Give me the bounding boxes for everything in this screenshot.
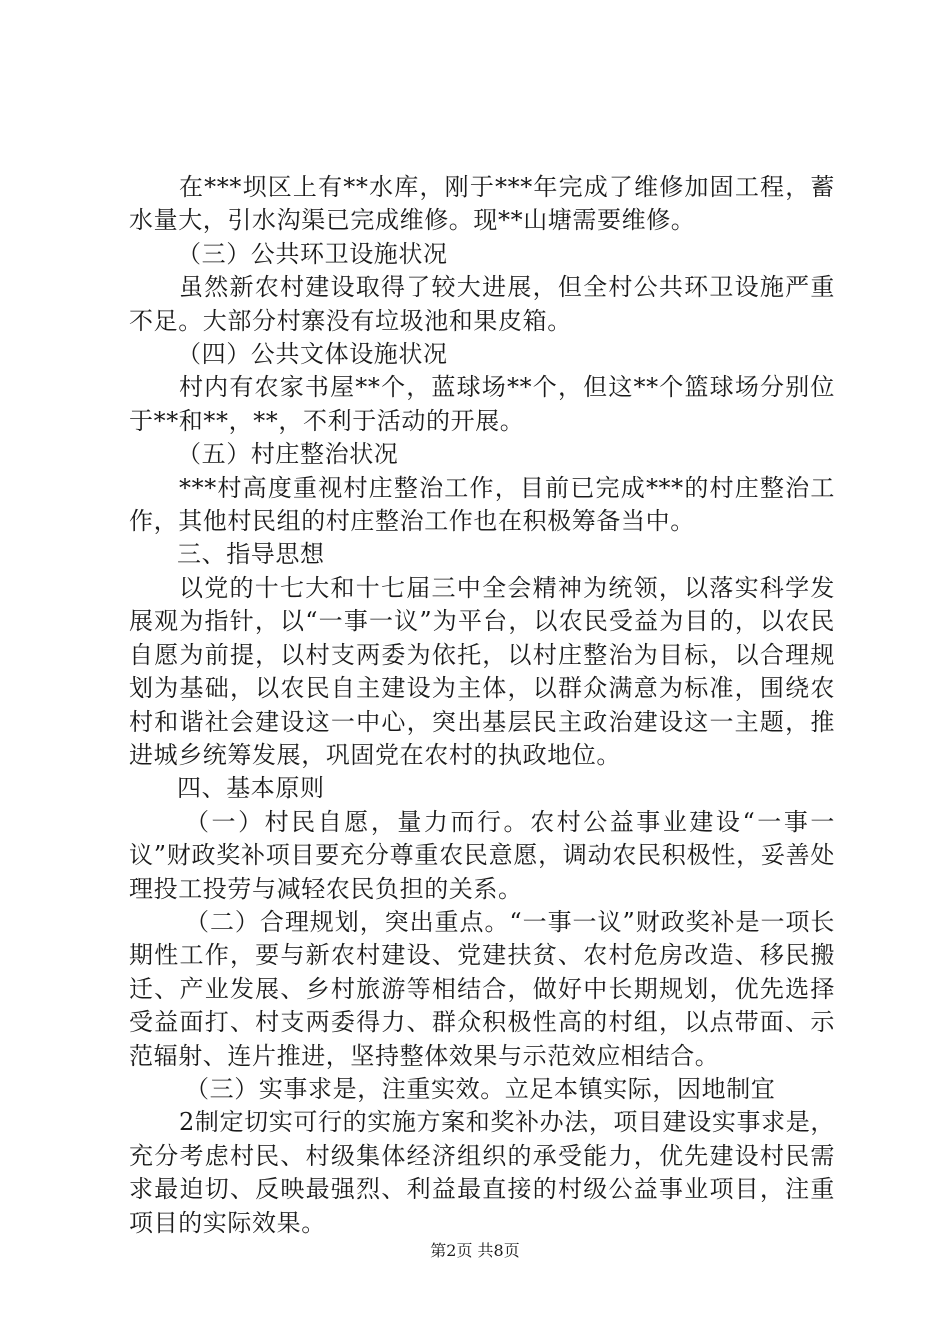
- heading-sanitation: （三）公共环卫设施状况: [177, 239, 448, 268]
- document-body: [129, 171, 835, 1240]
- paragraph-principle-3-continued: 2制定切实可行的实施方案和奖补办法，项目建设实事求是，充分考虑村民、村级集体经济组织的承受能力，优先建设村民需求最迫切、反映最强烈、利益最直接的村级公益事业项目，注重项目的实际效果。: [129, 1108, 835, 1237]
- paragraph-culture-sports: 村内有农家书屋**个，蓝球场**个，但这**个篮球场分别位于**和**，**，不利于活动的开展。: [129, 373, 835, 435]
- paragraph-principle-1: （一）村民自愿，量力而行。农村公益事业建设“一事一议”财政奖补项目要充分尊重农民意愿，调动农民积极性，妥善处理投工投劳与减轻农民负担的关系。: [129, 807, 835, 903]
- paragraph-principle-3: （三）实事求是，注重实效。立足本镇实际，因地制宜: [185, 1074, 776, 1103]
- paragraph-village-renovation: ***村高度重视村庄整治工作，目前已完成***的村庄整治工作，其他村民组的村庄整治工作也在积极筹备当中。: [129, 473, 835, 536]
- page-footer: 第2页 共8页: [430, 1241, 520, 1260]
- heading-village-renovation: （五）村庄整治状况: [177, 440, 399, 469]
- heading-guiding-ideology: 三、指导思想: [177, 540, 325, 569]
- paragraph-reservoir: 在***坝区上有**水库，刚于***年完成了维修加固工程，蓄水量大，引水沟渠已完成维修。现**山塘需要维修。: [129, 173, 835, 235]
- paragraph-guiding-ideology: 以党的十七大和十七届三中全会精神为统领，以落实科学发展观为指针，以“一事一议”为平台，以农民受益为目的，以农民自愿为前提，以村支两委为依托，以村庄整治为目标，以合理规划为基础，以农民自主建设为主体，以群众满意为标准，围绕农村和谐社会建设这一中心，突出基层民主政治建设这一主题，推进城乡统筹发展，巩固党在农村的执政地位。: [129, 573, 835, 769]
- heading-culture-sports: （四）公共文体设施状况: [177, 340, 448, 369]
- paragraph-sanitation: 虽然新农村建设取得了较大进展，但全村公共环卫设施严重不足。大部分村寨没有垃圾池和果皮箱。: [129, 273, 835, 335]
- paragraph-principle-2: （二）合理规划，突出重点。“一事一议”财政奖补是一项长期性工作，要与新农村建设、党建扶贫、农村危房改造、移民搬迁、产业发展、乡村旅游等相结合，做好中长期规划，优先选择受益面打、村支两委得力、群众积极性高的村组，以点带面、示范辐射、连片推进，坚持整体效果与示范效应相结合。: [129, 907, 835, 1070]
- heading-basic-principles: 四、基本原则: [177, 774, 325, 803]
